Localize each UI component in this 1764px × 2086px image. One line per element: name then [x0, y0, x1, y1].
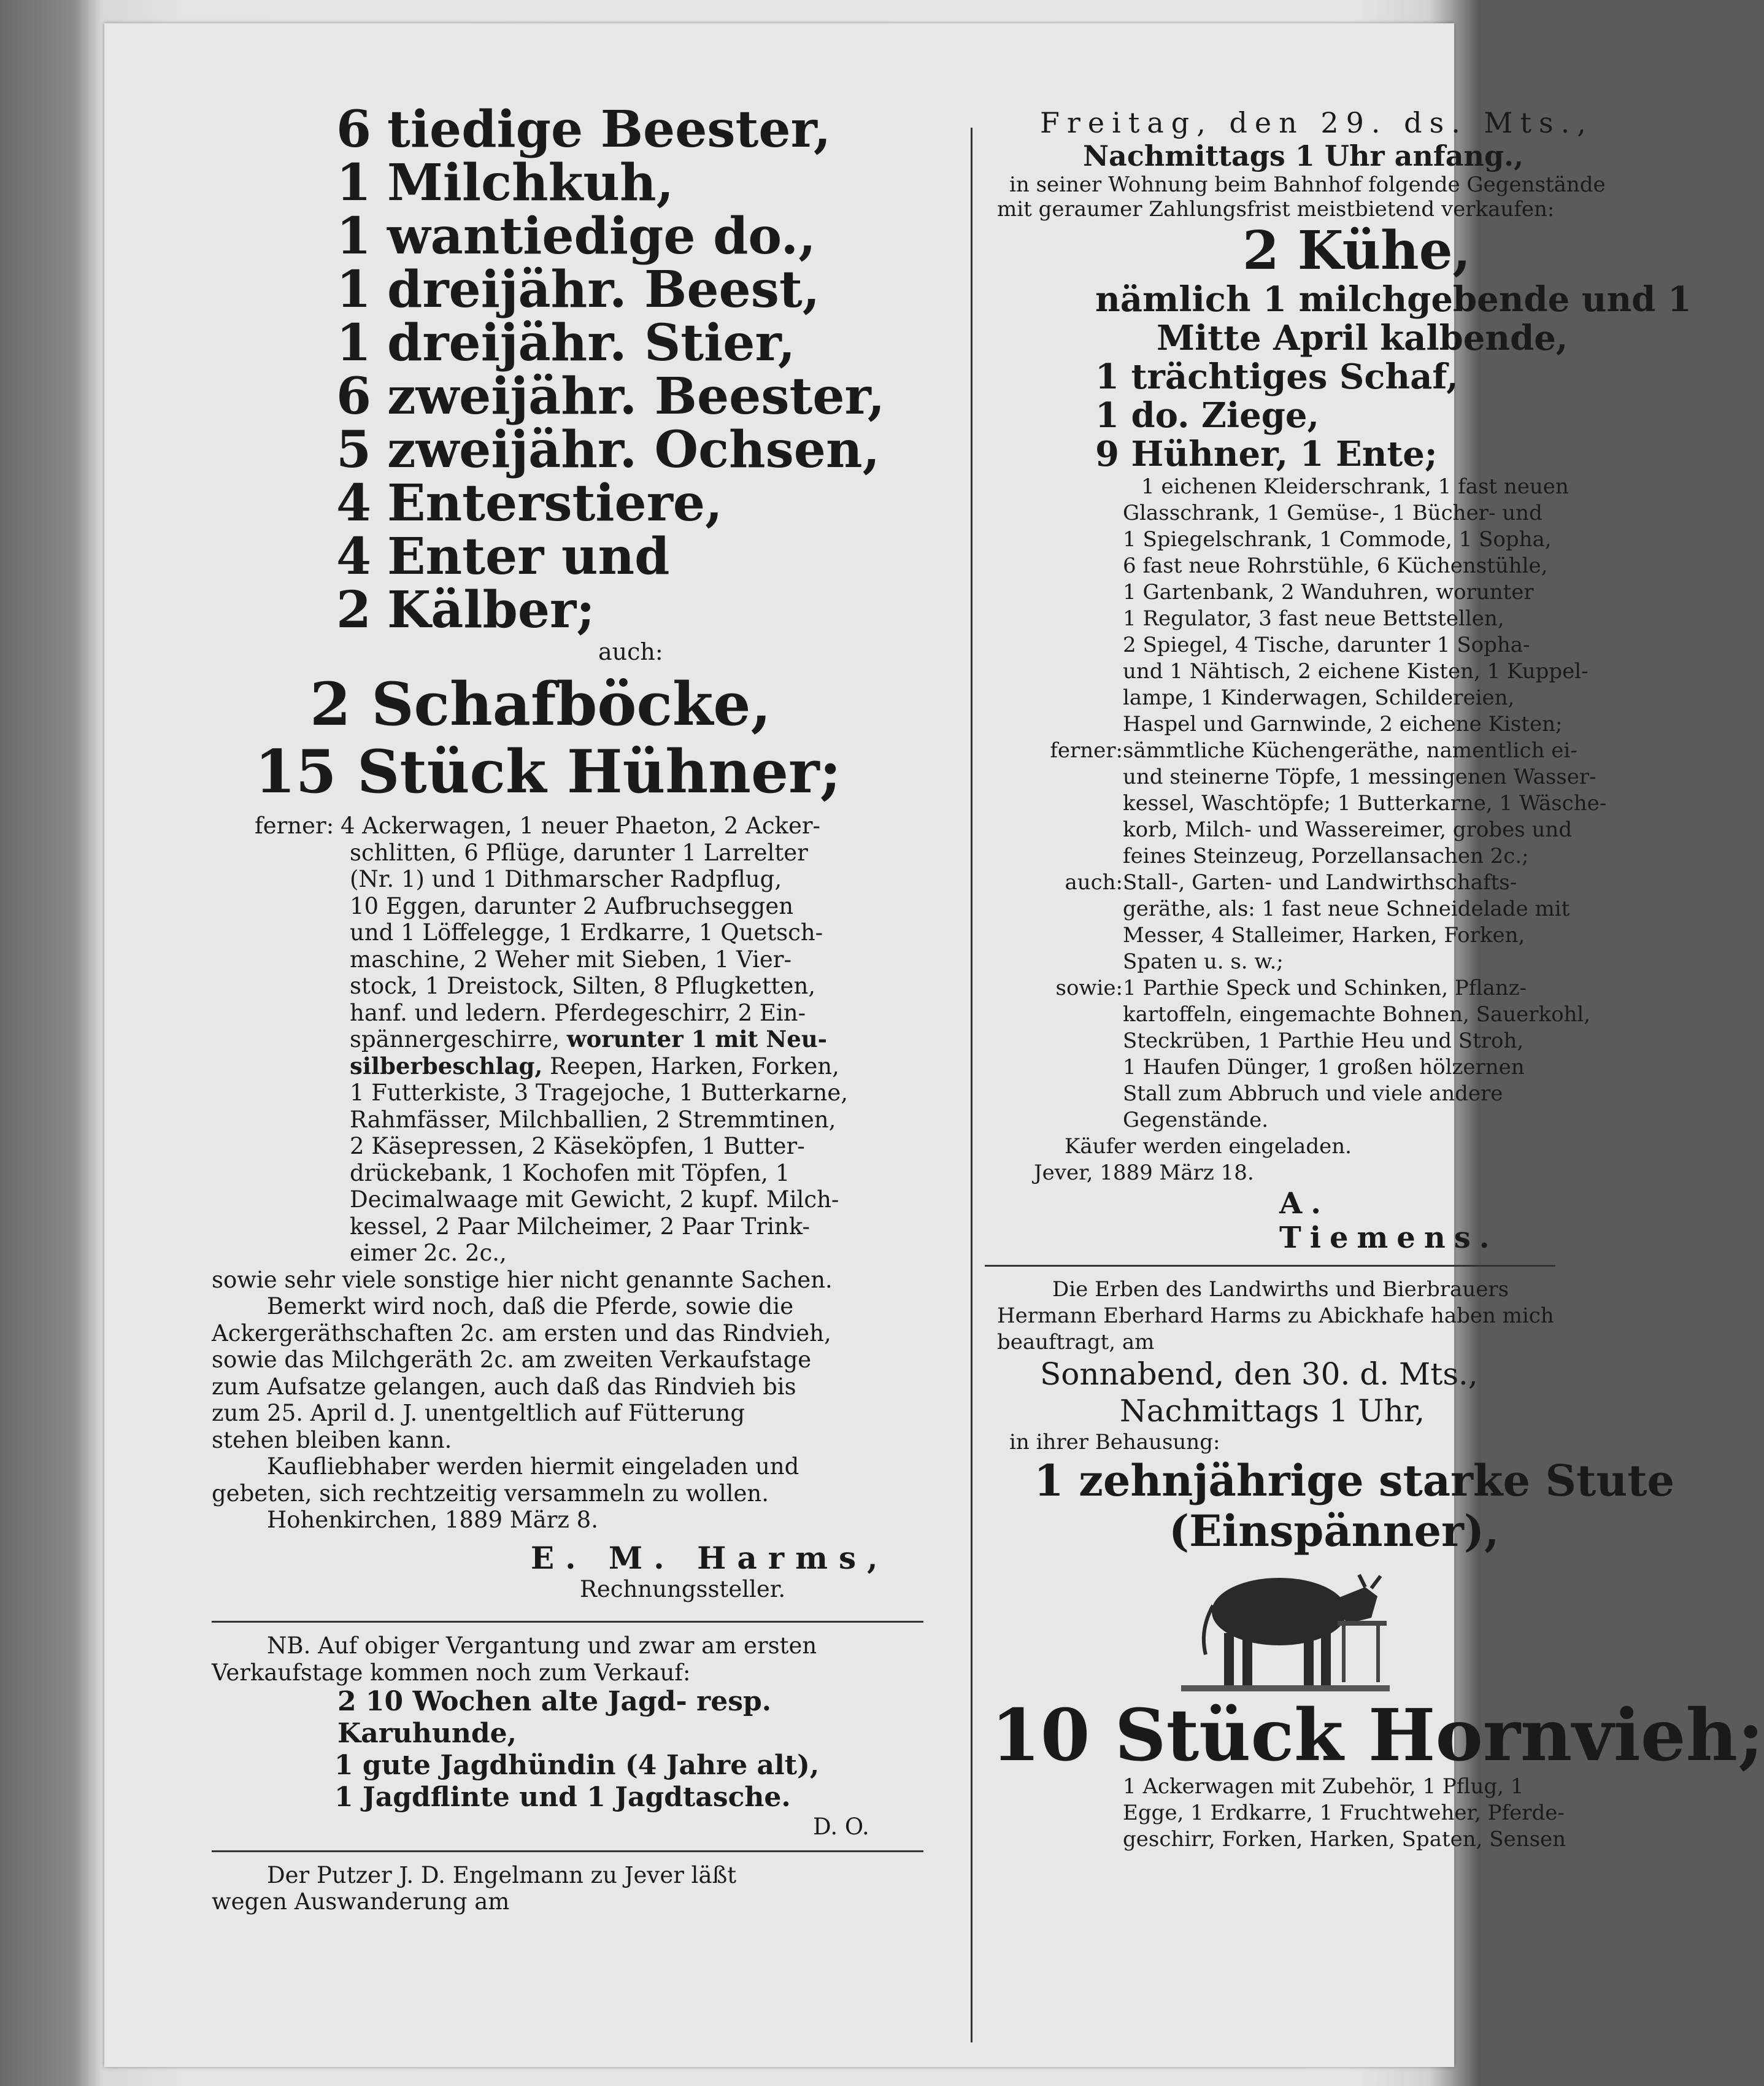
huehner-heading: 15 Stück Hühner;: [255, 737, 842, 806]
location-line: mit geraumer Zahlungsfrist meistbietend verkaufen:: [997, 197, 1555, 222]
section-rule: [985, 1265, 1555, 1267]
sowie-line: Gegenstände.: [1123, 1108, 1269, 1132]
livestock-count: 6: [336, 367, 371, 426]
livestock-count: 1: [336, 260, 371, 319]
livestock-item: [322, 367, 923, 426]
livestock-count: 1: [336, 207, 371, 266]
livestock-item: [322, 260, 923, 319]
putzer-line: wegen Auswanderung am: [212, 1888, 510, 1915]
livestock-count: 6: [336, 100, 371, 159]
closing-line: stehen bleiben kann.: [212, 1426, 452, 1453]
closing-line: sowie sehr viele sonstige hier nicht genannte Sachen.: [212, 1266, 833, 1293]
livestock-count: 5: [336, 420, 371, 479]
livestock-label: wantiedige do.,: [387, 207, 816, 266]
location-line: in seiner Wohnung beim Bahnhof folgende Gegenstände: [1009, 172, 1606, 197]
behausung-line: in ihrer Behausung:: [1009, 1430, 1220, 1454]
ferner-line: und steinerne Töpfe, 1 messingenen Wasser-: [1123, 765, 1596, 789]
column-divider: [971, 128, 973, 2042]
sowie-label: sowie:: [1055, 976, 1123, 1000]
livestock-item: [322, 474, 923, 533]
livestock-item: [322, 314, 923, 373]
ferner-line: kessel, Waschtöpfe; 1 Butterkarne, 1 Wäsche-: [1123, 791, 1607, 816]
kuehe-line: nämlich 1 milchgebende und 1: [1095, 279, 1692, 320]
stute-line: 1 zehnjährige starke Stute: [1034, 1455, 1675, 1506]
furniture-line: 2 Spiegel, 4 Tische, darunter 1 Sopha-: [1123, 633, 1530, 657]
livestock-item: [322, 420, 923, 479]
nb-line: Verkaufstage kommen noch zum Verkauf:: [212, 1659, 691, 1686]
ferner-line: 4 Ackerwagen, 1 neuer Phaeton, 2 Acker-: [341, 813, 821, 839]
kuehe-line: 1 do. Ziege,: [1095, 395, 1320, 436]
ferner-line: schlitten, 6 Pflüge, darunter 1 Larrelter: [350, 839, 808, 866]
ferner-line: drückebank, 1 Kochofen mit Töpfen, 1: [350, 1159, 790, 1186]
closing-line: zum 25. April d. J. unentgeltlich auf Fütterung: [212, 1400, 745, 1426]
schafboecke-heading: 2 Schafböcke,: [310, 670, 771, 739]
ferner-line: 1 Futterkiste, 3 Tragejoche, 1 Butterkarne,: [350, 1080, 848, 1106]
final-block: [1123, 1774, 1566, 1853]
furniture-line: lampe, 1 Kinderwagen, Schildereien,: [1123, 686, 1515, 710]
furniture-line: 1 Regulator, 3 fast neue Bettstellen,: [1123, 606, 1504, 631]
heirs-line: beauftragt, am: [997, 1330, 1155, 1354]
ferner-bold: worunter 1 mit Neu-: [566, 1026, 827, 1053]
livestock-label: dreijähr. Beest,: [387, 260, 820, 319]
stute-block: [997, 1455, 1675, 1556]
right-column: [991, 106, 1764, 1853]
ferner-label: ferner:: [255, 813, 334, 839]
sowie-line: Stall zum Abbruch und viele andere: [1123, 1081, 1503, 1106]
ferner-line: Reepen, Harken, Forken,: [550, 1053, 839, 1080]
section-rule: [212, 1621, 923, 1623]
furniture-line: 1 eichenen Kleiderschrank, 1 fast neuen: [1141, 474, 1569, 499]
ferner-line: 2 Käsepressen, 2 Käseköpfen, 1 Butter-: [350, 1133, 805, 1159]
furniture-block: [1123, 474, 1589, 738]
livestock-item: [322, 527, 923, 586]
auction-date-2: Sonnabend, den 30. d. Mts.,: [1040, 1356, 1478, 1392]
ferner-line: feines Steinzeug, Porzellansachen 2c.;: [1123, 844, 1529, 868]
livestock-label: Enterstiere,: [387, 474, 723, 533]
left-column: [212, 100, 923, 1915]
closing-line: Kaufliebhaber werden hiermit eingeladen und: [267, 1453, 799, 1480]
nb-line: NB. Auf obiger Vergantung und zwar am ersten: [267, 1632, 817, 1659]
kuehe-heading: 2 Kühe,: [1242, 220, 1471, 282]
nb-bold-line: 1 gute Jagdhündin (4 Jahre alt),: [334, 1750, 820, 1781]
ferner-line: und 1 Löffelegge, 1 Erdkarre, 1 Quetsch-: [350, 919, 823, 946]
furniture-line: 1 Gartenbank, 2 Wanduhren, worunter: [1123, 580, 1534, 605]
putzer-line: Der Putzer J. D. Engelmann zu Jever läßt: [267, 1861, 737, 1888]
ferner-line: (Nr. 1) und 1 Dithmarscher Radpflug,: [350, 866, 782, 892]
nb-bold-line: 2 10 Wochen alte Jagd- resp.: [337, 1686, 772, 1717]
sowie-line: Steckrüben, 1 Parthie Heu und Stroh,: [1123, 1029, 1524, 1053]
ferner-line: sämmtliche Küchengeräthe, namentlich ei-: [1123, 738, 1577, 763]
signature-role: Rechnungssteller.: [580, 1575, 786, 1602]
kuehe-block: [997, 279, 1692, 474]
furniture-line: und 1 Nähtisch, 2 eichene Kisten, 1 Kuppel-: [1123, 659, 1589, 684]
closing-line: sowie das Milchgeräth 2c. am zweiten Verkaufstage: [212, 1346, 812, 1373]
auch-label: auch:: [598, 638, 663, 665]
livestock-label: Enter und: [387, 527, 670, 586]
heirs-block: [997, 1277, 1555, 1356]
livestock-label: tiedige Beester,: [387, 100, 831, 159]
ferner-line: Decimalwaage mit Gewicht, 2 kupf. Milch-: [350, 1186, 839, 1213]
livestock-count: 4: [336, 527, 371, 586]
heirs-line: Hermann Eberhard Harms zu Abickhafe haben mich: [997, 1304, 1554, 1328]
ferner-line: stock, 1 Dreistock, Silten, 8 Pflugketten,: [350, 973, 816, 999]
livestock-count: 2: [336, 581, 371, 639]
location-block: [997, 172, 1606, 222]
cow-illustration: [1181, 1563, 1390, 1698]
nb-block: [212, 1632, 923, 1841]
nb-signature: D. O.: [813, 1814, 869, 1840]
auch-line: Spaten u. s. w.;: [1123, 949, 1284, 974]
auch-line: Stall-, Garten- und Landwirthschafts-: [1123, 870, 1517, 895]
ferner-line: maschine, 2 Weher mit Sieben, 1 Vier-: [350, 946, 792, 973]
livestock-label: Milchkuh,: [387, 153, 674, 212]
ferner-label: ferner:: [1050, 738, 1123, 763]
auch-line: geräthe, als: 1 fast neue Schneidelade mit: [1123, 897, 1570, 921]
ferner-line: kessel, 2 Paar Milcheimer, 2 Paar Trink-: [350, 1213, 811, 1240]
livestock-item: [322, 581, 923, 639]
livestock-label: dreijähr. Stier,: [387, 314, 796, 373]
livestock-item: [322, 207, 923, 266]
furniture-line: 1 Spiegelschrank, 1 Commode, 1 Sopha,: [1123, 527, 1552, 552]
livestock-count: 1: [336, 153, 371, 212]
newspaper-page: [104, 23, 1764, 2067]
final-line: Egge, 1 Erdkarre, 1 Fruchtweher, Pferde-: [1123, 1801, 1565, 1825]
final-line: 1 Ackerwagen mit Zubehör, 1 Pflug, 1: [1123, 1774, 1524, 1799]
furniture-line: Glasschrank, 1 Gemüse-, 1 Bücher- und: [1123, 501, 1543, 525]
kuehe-line: 1 trächtiges Schaf,: [1095, 357, 1458, 397]
livestock-count: 4: [336, 474, 371, 533]
auction-time: Nachmittags 1 Uhr anfang.,: [1083, 139, 1524, 172]
sowie-line: 1 Parthie Speck und Schinken, Pflanz-: [1123, 976, 1527, 1000]
ferner-line: eimer 2c. 2c.,: [350, 1240, 507, 1266]
closing-line: Bemerkt wird noch, daß die Pferde, sowie die: [267, 1293, 794, 1319]
livestock-count: 1: [336, 314, 371, 373]
kuehe-line: Mitte April kalbende,: [1157, 318, 1568, 358]
kuehe-line: 9 Hühner, 1 Ente;: [1095, 434, 1438, 474]
closing-line: gebeten, sich rechtzeitig versammeln zu wollen.: [212, 1480, 769, 1507]
ferner-line: 10 Eggen, darunter 2 Aufbruchseggen: [350, 892, 794, 919]
closing-line: Hohenkirchen, 1889 März 8.: [267, 1507, 598, 1533]
ferner-bold: silberbeschlag,: [350, 1052, 543, 1080]
sowie-line: 1 Haufen Dünger, 1 großen hölzernen: [1123, 1055, 1525, 1080]
furniture-line: Haspel und Garnwinde, 2 eichene Kisten;: [1123, 712, 1563, 736]
signature-harms: E. M. Harms,: [531, 1539, 889, 1576]
kaeufer-line: Käufer werden eingeladen.: [1065, 1134, 1352, 1159]
ferner-line: korb, Milch- und Wassereimer, grobes und: [1123, 817, 1573, 842]
auch-line: Messer, 4 Stalleimer, Harken, Forken,: [1123, 923, 1525, 948]
closing-block: [212, 1267, 923, 1534]
livestock-label: zweijähr. Beester,: [387, 367, 885, 426]
livestock-item: [322, 153, 923, 212]
livestock-list: [212, 100, 923, 639]
ferner-line: Rahmfässer, Milchballien, 2 Stremmtinen,: [350, 1106, 836, 1133]
putzer-block: [212, 1862, 923, 1915]
section-rule: [212, 1850, 923, 1852]
final-line: geschirr, Forken, Harken, Spaten, Sensen: [1123, 1827, 1566, 1852]
livestock-label: zweijähr. Ochsen,: [387, 420, 880, 479]
sowie-line: kartoffeln, eingemachte Bohnen, Sauerkohl,: [1123, 1002, 1591, 1027]
ferner-line: spännergeschirre,: [350, 1026, 560, 1053]
ferner-block: [212, 813, 923, 1267]
hornvieh-heading: 10 Stück Hornvieh;: [991, 1694, 1764, 1777]
auction-time-2: Nachmittags 1 Uhr,: [1120, 1393, 1425, 1429]
ferner-line: hanf. und ledern. Pferdegeschirr, 2 Ein-: [350, 999, 806, 1026]
place-date: Jever, 1889 März 18.: [1034, 1161, 1254, 1185]
signature-tiemens: A. Tiemens.: [1279, 1186, 1498, 1255]
nb-bold-line: 1 Jagdflinte und 1 Jagdtasche.: [334, 1782, 791, 1813]
auch-label: auch:: [1065, 870, 1123, 895]
furniture-line: 6 fast neue Rohrstühle, 6 Küchenstühle,: [1123, 554, 1548, 578]
auction-date: Freitag, den 29. ds. Mts.,: [1040, 106, 1593, 139]
livestock-label: Kälber;: [387, 581, 595, 639]
closing-line: zum Aufsatze gelangen, auch daß das Rindvieh bis: [212, 1373, 796, 1400]
closing-line: Ackergeräthschaften 2c. am ersten und das Rindvieh,: [212, 1319, 831, 1346]
livestock-item: [322, 100, 923, 159]
nb-bold-line: Karuhunde,: [337, 1718, 517, 1749]
heirs-line: Die Erben des Landwirths und Bierbrauers: [1052, 1277, 1509, 1302]
ferner-right-block: [997, 738, 1607, 1186]
stute-line: (Einspänner),: [1169, 1505, 1500, 1556]
